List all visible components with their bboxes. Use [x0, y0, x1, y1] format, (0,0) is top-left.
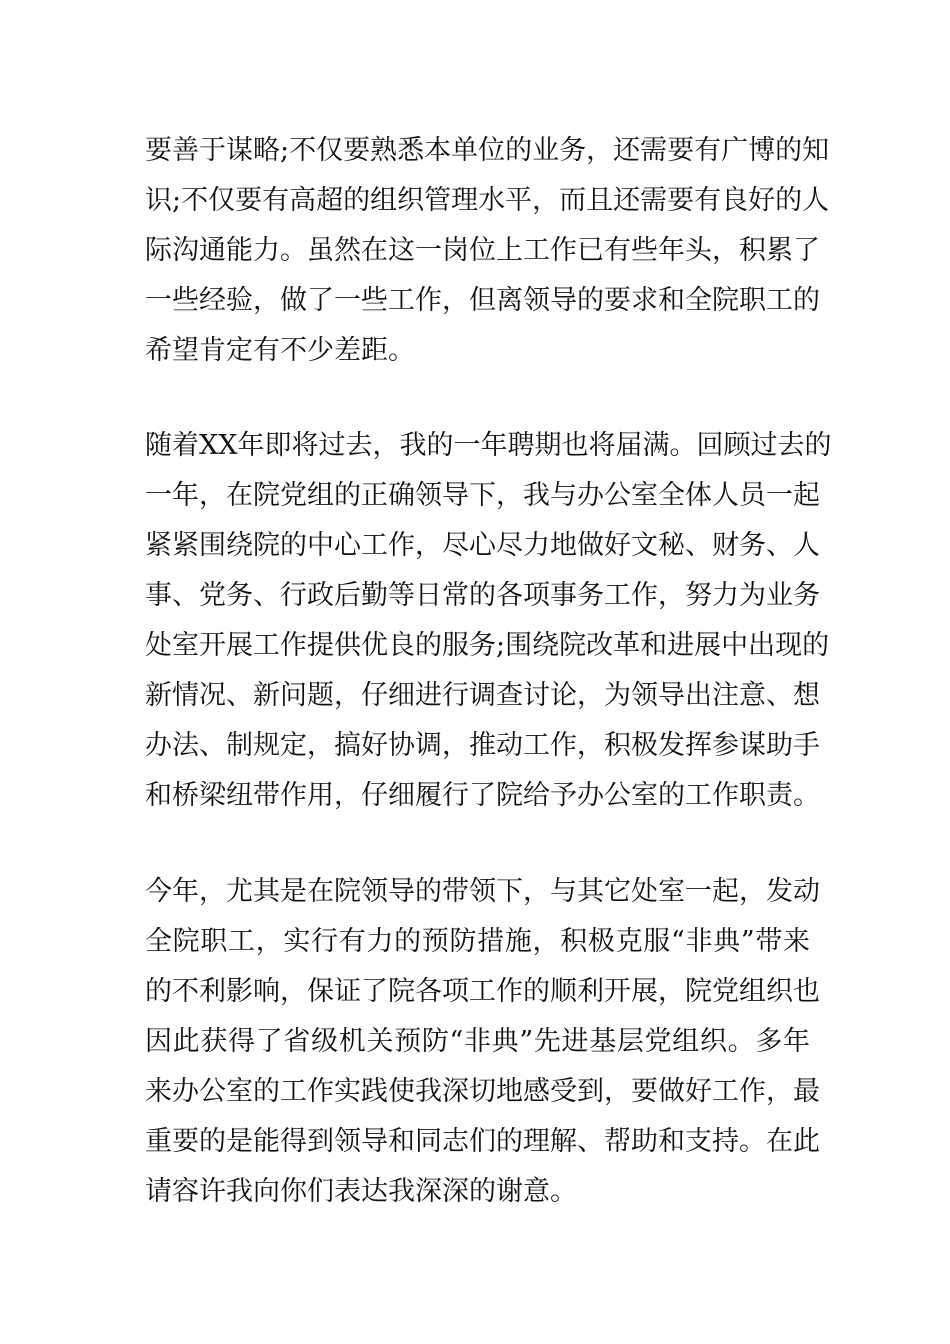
text-line: 来办公室的工作实践使我深切地感受到，要做好工作，最 [145, 1076, 820, 1107]
text-line: 要善于谋略;不仅要熟悉本单位的业务，还需要有广博的知 [145, 135, 830, 166]
text-line: 新情况、新问题，仔细进行调查讨论，为领导出注意、想 [145, 680, 820, 711]
text-line: 希望肯定有不少差距。 [145, 335, 415, 366]
text-line: 因此获得了省级机关预防“非典”先进基层党组织。多年 [145, 1026, 810, 1057]
text-line: 一些经验，做了一些工作，但离领导的要求和全院职工的 [145, 285, 820, 316]
text-line: 和桥梁纽带作用，仔细履行了院给予办公室的工作职责。 [145, 780, 820, 811]
text-line: 处室开展工作提供优良的服务;围绕院改革和进展中出现的 [145, 630, 830, 661]
text-line: 紧紧围绕院的中心工作，尽心尽力地做好文秘、财务、人 [145, 530, 820, 561]
text-line: 的不利影响，保证了院各项工作的顺利开展，院党组织也 [145, 976, 820, 1007]
text-line: 识;不仅要有高超的组织管理水平，而且还需要有良好的人 [145, 185, 830, 216]
text-line: 随着XX年即将过去，我的一年聘期也将届满。回顾过去的 [145, 430, 832, 461]
text-line: 请容许我向你们表达我深深的谢意。 [145, 1176, 577, 1207]
text-line: 办法、制规定，搞好协调，推动工作，积极发挥参谋助手 [145, 730, 820, 761]
paragraph-3 [145, 867, 820, 1217]
text-line: 今年，尤其是在院领导的带领下，与其它处室一起，发动 [145, 876, 820, 907]
text-line: 一年，在院党组的正确领导下，我与办公室全体人员一起 [145, 480, 820, 511]
text-line: 际沟通能力。虽然在这一岗位上工作已有些年头，积累了 [145, 235, 820, 266]
text-line: 事、党务、行政后勤等日常的各项事务工作，努力为业务 [145, 580, 820, 611]
text-line: 全院职工，实行有力的预防措施，积极克服“非典”带来 [145, 926, 810, 957]
text-line: 重要的是能得到领导和同志们的理解、帮助和支持。在此 [145, 1126, 820, 1157]
paragraph-2 [145, 421, 832, 821]
paragraph-1 [145, 126, 830, 376]
